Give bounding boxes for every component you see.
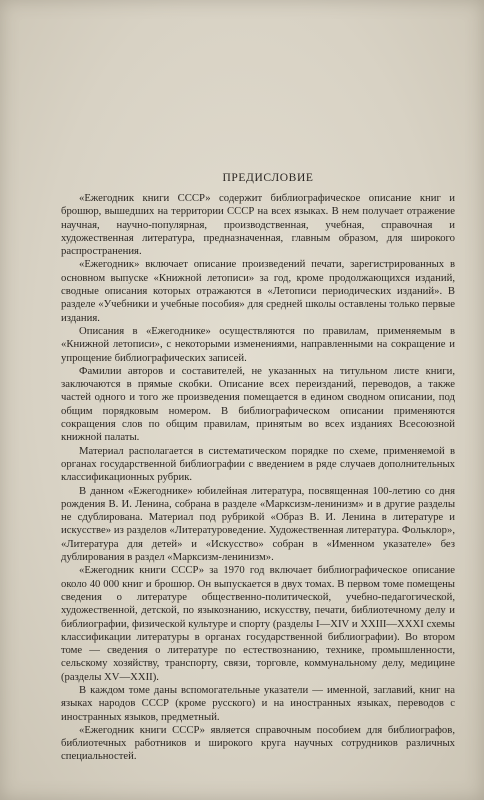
paragraph: «Ежегодник книги СССР» содержит библиографическое описание книг и брошюр, вышедших на территории СССР на всех языках. В нем получает отражение научная, научно-популярная, производственная, учебная, справочная и художественная литература, предназначенная, главным образом, для широкого распространения. bbox=[61, 192, 455, 258]
page-title: ПРЕДИСЛОВИЕ bbox=[222, 172, 314, 184]
paragraph: Фамилии авторов и составителей, не указанных на титульном листе книги, заключаются в прямые скобки. Описание всех переизданий, переводов, а также частей одного и того же произведения помещается в едином сводном описании, под общим порядковым номером. В библиографическом описании применяются сокращения слов по общим правилам, принятым во всех изданиях Всесоюзной книжной палаты. bbox=[61, 364, 455, 444]
paragraph: «Ежегодник» включает описание произведений печати, зарегистрированных в основном выпуске «Книжной летописи» за год, кроме продолжающихся изданий, сводные описания которых отражаются в «Летописи периодических изданий». В разделе «Учебники и учебные пособия» для средней школы оставлены только первые издания. bbox=[61, 258, 455, 324]
page-content bbox=[61, 172, 455, 764]
paragraph: Описания в «Ежегоднике» осуществляются по правилам, применяемым в «Книжной летописи», с некоторыми изменениями, направленными на сокращение и упрощение библиографических записей. bbox=[61, 324, 455, 364]
paragraph: Материал располагается в систематическом порядке по схеме, применяемой в органах государственной библиографии с введением в ряде случаев дополнительных классификационных рубрик. bbox=[61, 444, 455, 484]
paragraph: «Ежегодник книги СССР» за 1970 год включает библиографическое описание около 40 000 книг и брошюр. Он выпускается в двух томах. В первом томе помещены сведения о литературе общественно-политической, учебно-педагогической, художественной, детской, по языкознанию, искусству, печати, библиотечному делу и библиографии, физической культуре и спорту (разделы I—XIV и XXIII—XXXI схемы классификации литературы в органах государственной библиографии). Во втором томе — сведения о литературе по естествознанию, технике, промышленности, сельскому хозяйству, транспорту, связи, торговле, коммунальному делу, медицине (разделы XV—XXII). bbox=[61, 564, 455, 683]
paragraph: В данном «Ежегоднике» юбилейная литература, посвященная 100-летию со дня рождения В. И. Ленина, собрана в разделе «Марксизм-ленинизм» и в другие разделы не сдублирована. Материал под рубрикой «Образ В. И. Ленина в литературе и искусстве» из разделов «Литературоведение. Художественная литература. Фольклор», «Литература для детей» и «Искусство» собран в «Именном указателе» без дублирования в раздел «Марксизм-ленинизм». bbox=[61, 484, 455, 564]
paragraph: «Ежегодник книги СССР» является справочным пособием для библиографов, библиотечных работников и широкого круга научных сотрудников различных специальностей. bbox=[61, 723, 455, 763]
paragraph: В каждом томе даны вспомогательные указатели — именной, заглавий, книг на языках народов СССР (кроме русского) и на иностранных языках, переводов с иностранных языков, предметный. bbox=[61, 683, 455, 723]
